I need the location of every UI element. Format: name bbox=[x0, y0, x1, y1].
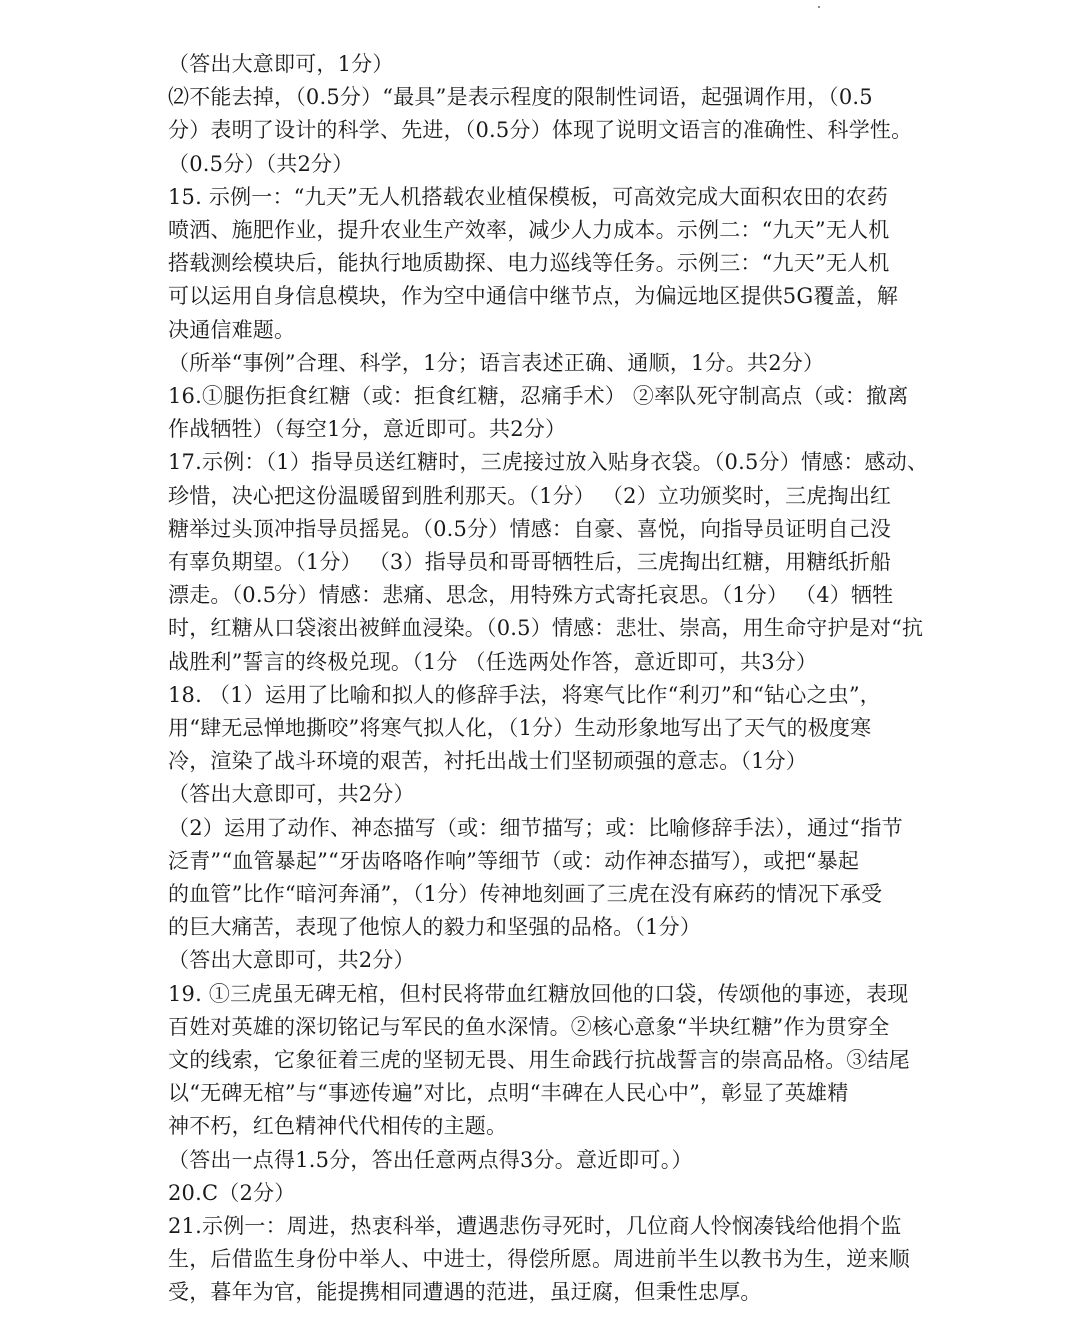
text-line: 决通信难题。 bbox=[168, 318, 296, 342]
text-line: 用“肆无忌惮地撕咬”将寒气拟人化，（1分）生动形象地写出了天气的极度寒 bbox=[168, 716, 872, 740]
text-line: 受，暮年为官，能提携相同遭遇的范进，虽迂腐，但秉性忠厚。 bbox=[168, 1280, 762, 1304]
text-line: （2）运用了动作、神态描写（或：细节描写；或：比喻修辞手法），通过“指节 bbox=[168, 816, 903, 840]
text-line: 时，红糖从口袋滚出被鲜血浸染。（0.5）情感：悲壮、崇高，用生命守护是对“抗 bbox=[168, 616, 924, 640]
text-line: 18. （1）运用了比喻和拟人的修辞手法，将寒气比作“利刃”和“钻心之虫”， bbox=[168, 683, 881, 707]
text-line: （答出一点得1.5分，答出任意两点得3分。意近即可。） bbox=[168, 1148, 693, 1172]
text-line: 珍惜，决心把这份温暖留到胜利那天。（1分） （2）立功颁奖时，三虎掏出红 bbox=[168, 484, 892, 508]
text-line: 喷洒、施肥作业，提升农业生产效率，减少人力成本。示例二：“九天”无人机 bbox=[168, 218, 890, 242]
text-line: 17.示例：（1）指导员送红糖时，三虎接过放入贴身衣袋。（0.5分）情感：感动、 bbox=[168, 450, 929, 474]
text-line: 的血管”比作“暗河奔涌”，（1分）传神地刻画了三虎在没有麻药的情况下承受 bbox=[168, 882, 883, 906]
text-line: 糖举过头顶冲指导员摇晃。（0.5分）情感：自豪、喜悦，向指导员证明自己没 bbox=[168, 517, 892, 541]
text-line: （所举“事例”合理、科学，1分；语言表述正确、通顺，1分。共2分） bbox=[168, 351, 825, 375]
text-line: （答出大意即可，共2分） bbox=[168, 782, 415, 806]
text-line: 分）表明了设计的科学、先进，（0.5分）体现了说明文语言的准确性、科学性。 bbox=[168, 118, 913, 142]
text-line: 搭载测绘模块后，能执行地质勘探、电力巡线等任务。示例三：“九天”无人机 bbox=[168, 251, 890, 275]
scan-speck bbox=[818, 6, 820, 8]
text-line: （0.5分）（共2分） bbox=[168, 152, 354, 176]
text-line: 冷，渲染了战斗环境的艰苦，衬托出战士们坚韧顽强的意志。（1分） bbox=[168, 749, 808, 773]
text-line: （答出大意即可，1分） bbox=[168, 52, 394, 76]
text-line: 16.①腿伤拒食红糖（或：拒食红糖，忍痛手术） ②率队死守制高点（或：撤离 bbox=[168, 384, 909, 408]
text-line: 漂走。（0.5分）情感：悲痛、思念，用特殊方式寄托哀思。（1分） （4）牺牲 bbox=[168, 583, 894, 607]
text-line: ⑵不能去掉，（0.5分）“最具”是表示程度的限制性词语，起强调作用，（0.5 bbox=[168, 85, 873, 109]
text-line: 泛青”“血管暴起”“牙齿咯咯作响”等细节（或：动作神态描写），或把“暴起 bbox=[168, 849, 860, 873]
text-line: 生，后借监生身份中举人、中进士，得偿所愿。周进前半生以教书为生，逆来顺 bbox=[168, 1247, 910, 1271]
text-line: 有辜负期望。（1分） （3）指导员和哥哥牺牲后，三虎掏出红糖，用糖纸折船 bbox=[168, 550, 892, 574]
text-line: 百姓对英雄的深切铭记与军民的鱼水深情。②核心意象“半块红糖”作为贯穿全 bbox=[168, 1015, 890, 1039]
text-line: 19. ①三虎虽无碑无棺，但村民将带血红糖放回他的口袋，传颂他的事迹，表现 bbox=[168, 982, 909, 1006]
text-line: 神不朽，红色精神代代相传的主题。 bbox=[168, 1114, 508, 1138]
text-line: 文的线索，它象征着三虎的坚韧无畏、用生命践行抗战誓言的崇高品格。③结尾 bbox=[168, 1048, 910, 1072]
text-line: 战胜利”誓言的终极兑现。（1分 （任选两处作答，意近即可，共3分） bbox=[168, 650, 818, 674]
text-line: 可以运用自身信息模块，作为空中通信中继节点，为偏远地区提供5G覆盖，解 bbox=[168, 284, 899, 308]
text-line: （答出大意即可，共2分） bbox=[168, 948, 415, 972]
text-line: 21.示例一：周进，热衷科举，遭遇悲伤寻死时，几位商人怜悯凑钱给他捐个监 bbox=[168, 1214, 902, 1238]
text-line: 20.C（2分） bbox=[168, 1181, 296, 1205]
text-line: 的巨大痛苦，表现了他惊人的毅力和坚强的品格。（1分） bbox=[168, 915, 702, 939]
text-line: 作战牺牲）（每空1分，意近即可。共2分） bbox=[168, 417, 567, 441]
text-line: 15. 示例一：“九天”无人机搭载农业植保模板，可高效完成大面积农田的农药 bbox=[168, 185, 888, 209]
text-line: 以“无碑无棺”与“事迹传遍”对比，点明“丰碑在人民心中”，彰显了英雄精 bbox=[168, 1081, 849, 1105]
